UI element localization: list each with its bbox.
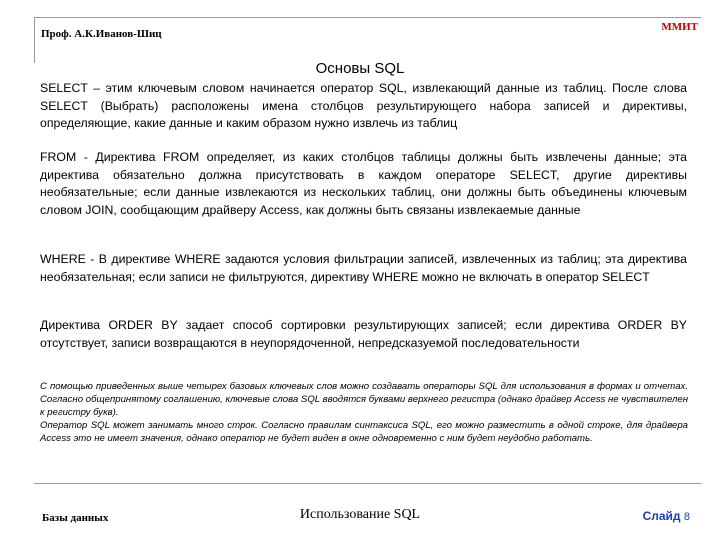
slide-number: 8: [683, 511, 690, 523]
author-label: Проф. А.К.Иванов-Шиц: [41, 28, 162, 40]
paragraph-select: SELECT – этим ключевым словом начинается оператор SQL, извлекающий данные из таблиц. После слова SELECT (Выбрать) расположены имена столбцов результирующего набора записей и директивы, определяющие, какие данные и каким образом нужно извлечь из таблиц: [40, 81, 687, 131]
notes-block: [40, 381, 688, 446]
header-rule: [34, 17, 701, 18]
header-left-rule: [34, 17, 35, 63]
paragraph-order-by: Директива ORDER BY задает способ сортировки результирующих записей; если директива ORDER BY отсутствует, записи возвращаются в неупорядоченной, непредсказуемой последовательности: [40, 318, 687, 350]
paragraph-from: FROM - Директива FROM определяет, из каких столбцов таблицы должны быть извлечены данные; эта директива обязательно должна присутствовать в каждом операторе SELECT, другие директивы необязательные; если данные извлекаются из нескольких таблиц, они должны быть объединены ключевым словом JOIN, сообщающим драйверу Access, как должны быть связаны извлекаемые данные: [40, 150, 687, 217]
footer-rule: [34, 483, 701, 484]
slide-counter: [643, 509, 690, 523]
note-multiline: Оператор SQL может занимать много строк. Согласно правилам синтаксиса SQL, его можно разместить в одной строке, для драйвера Access это не имеет значения, однако оператор не будет виден в окне одновременно с ним будет неудобно работать.: [40, 419, 688, 444]
footer-course: Базы данных: [42, 512, 109, 524]
note-keywords: С помощью приведенных выше четырех базовых ключевых слов можно создавать операторы SQL для использования в формах и отчетах. Согласно общепринятому соглашению, ключевые слова SQL вводятся буквами верхнего регистра (однако драйвер Access не чувствителен к регистру букв).: [40, 381, 688, 418]
footer-topic: Использование SQL: [299, 507, 421, 522]
organization-label: ММИТ: [661, 21, 698, 33]
slide-label: Слайд: [642, 509, 681, 523]
paragraph-where: WHERE - В директиве WHERE задаются условия фильтрации записей, извлеченных из таблиц; эта директива необязательная; если записи не фильтруются, директиву WHERE можно не включать в оператор SELECT: [40, 252, 687, 284]
slide-title: Основы SQL: [315, 60, 405, 77]
